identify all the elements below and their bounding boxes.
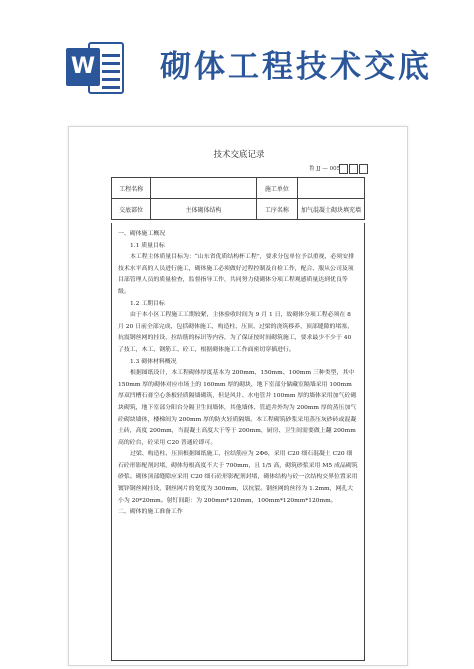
construction-unit-label: 施工单位 [256, 178, 297, 199]
construction-unit-value [297, 178, 364, 199]
section-heading: 一、砌体施工概况 [118, 231, 166, 237]
word-logo-badge [66, 48, 100, 86]
code-box [359, 164, 368, 174]
process-name-value: 加气混凝土砌块填充墙 [297, 199, 364, 220]
disclosure-content [118, 229, 358, 519]
disclosure-content-box [111, 223, 365, 661]
paragraph: 由于本小区工程施工工期较紧，主体验收时间为 9 月 1 日，故砌体分项工程必须在 8 月 20 日前全部完成，包括砌体施工，构造柱、压顶、过梁的浇筑移养，顶部缝隙的堵塞，抗震钢丝网的挂设，拉结筋的标识等内容，为了保证按时间砌筑施工，要求最少不少于 40 了技工，木工、钢筋工、砼工，根据砌体施工工作面密切穿插进行。 [118, 312, 354, 353]
word-logo-letter: W [70, 54, 96, 79]
code-box [339, 164, 348, 174]
table-row [112, 199, 365, 220]
code-box [349, 164, 358, 174]
record-title: 技术交底记录 [213, 150, 265, 160]
subsection-heading: 1.1 质量目标 [130, 242, 165, 249]
process-name-label: 工序名称 [256, 199, 297, 220]
project-name-label: 工程名称 [112, 178, 151, 199]
paragraph: 本工程主体质量目标为：“山东省优质结构杯工程”，要求分包单位予以重视，必须安排技术水平高的人员进行施工，砌体施工必须做好过程控制及自检工作，配合、服从公司及项目部管理人员的质量检查，监督指导工作，共同努力使砌体分项工程观感质量达到优良等级。 [118, 254, 354, 295]
record-code-text: 鲁 JJ — 005 [309, 166, 341, 172]
header-table [111, 177, 365, 220]
table-row [112, 178, 365, 199]
document-page [68, 126, 408, 666]
disclosure-part-value: 主体砌体结构 [151, 199, 256, 220]
banner [0, 0, 474, 125]
banner-title: 砌体工程技术交底 [160, 49, 432, 85]
paragraph: 过梁、构造柱、压顶根据图纸施工，拉结筋应为 2Φ6，采用 C20 细石混凝土 C20 细石砼形影配剂封堵，砌体每根高度不大于 700mm，且 1/5 高，砌筑砂浆采用 M5 成品砌筑砂浆。砌体顶部缝隙应采用 C20 细石砼形影配剂封堵，砌体结构与砼一次结构交界位置采用镀锌钢丝网挂设，钢丝网片的宽度为 300mm，以抗裂。钢丝网的丝径为 1.2mm，网孔大小为 20*20mm。射钉间距：为 200mm*120mm，100mm*120mm*120mm。 [118, 451, 358, 504]
word-document-icon [66, 40, 126, 96]
paragraph: 根据图纸设计，本工程砌体厚度基本为 200mm、150mm、100mm 三种类型，其中 150mm 厚的砌体对应市场上的 160mm 厚的砌块，地下室部分储藏室隔墙采用 100mm 厚双凹槽石膏空心条板轻质隔墙砌筑，但是风井、水电管井 100mm 厚的墙体采用加气砼砌块砌筑，地下室部分阳台分隔卫生间墙体，其他墙体、管道井外均为 200mm 厚的蒸压加气砼砌块墙体，楼梯间为 200mm 厚的防火轻质隔墙。本工程砌筑砂浆采用蒸压灰砂砖或混凝土砖，高度 200mm，当混凝土高度大于等于 200mm，厨房、卫生间需要做上翻 200mm 高的砼台，砼采用 C20 普通砼即可。 [118, 370, 357, 446]
subsection-heading: 1.2 工期目标 [130, 300, 165, 307]
disclosure-part-label: 交底部位 [112, 199, 151, 220]
subsection-heading: 1.3 砌体材料概况 [130, 358, 177, 365]
project-name-value [151, 178, 256, 199]
section-heading: 二、砌体的施工准备工作 [118, 509, 183, 516]
